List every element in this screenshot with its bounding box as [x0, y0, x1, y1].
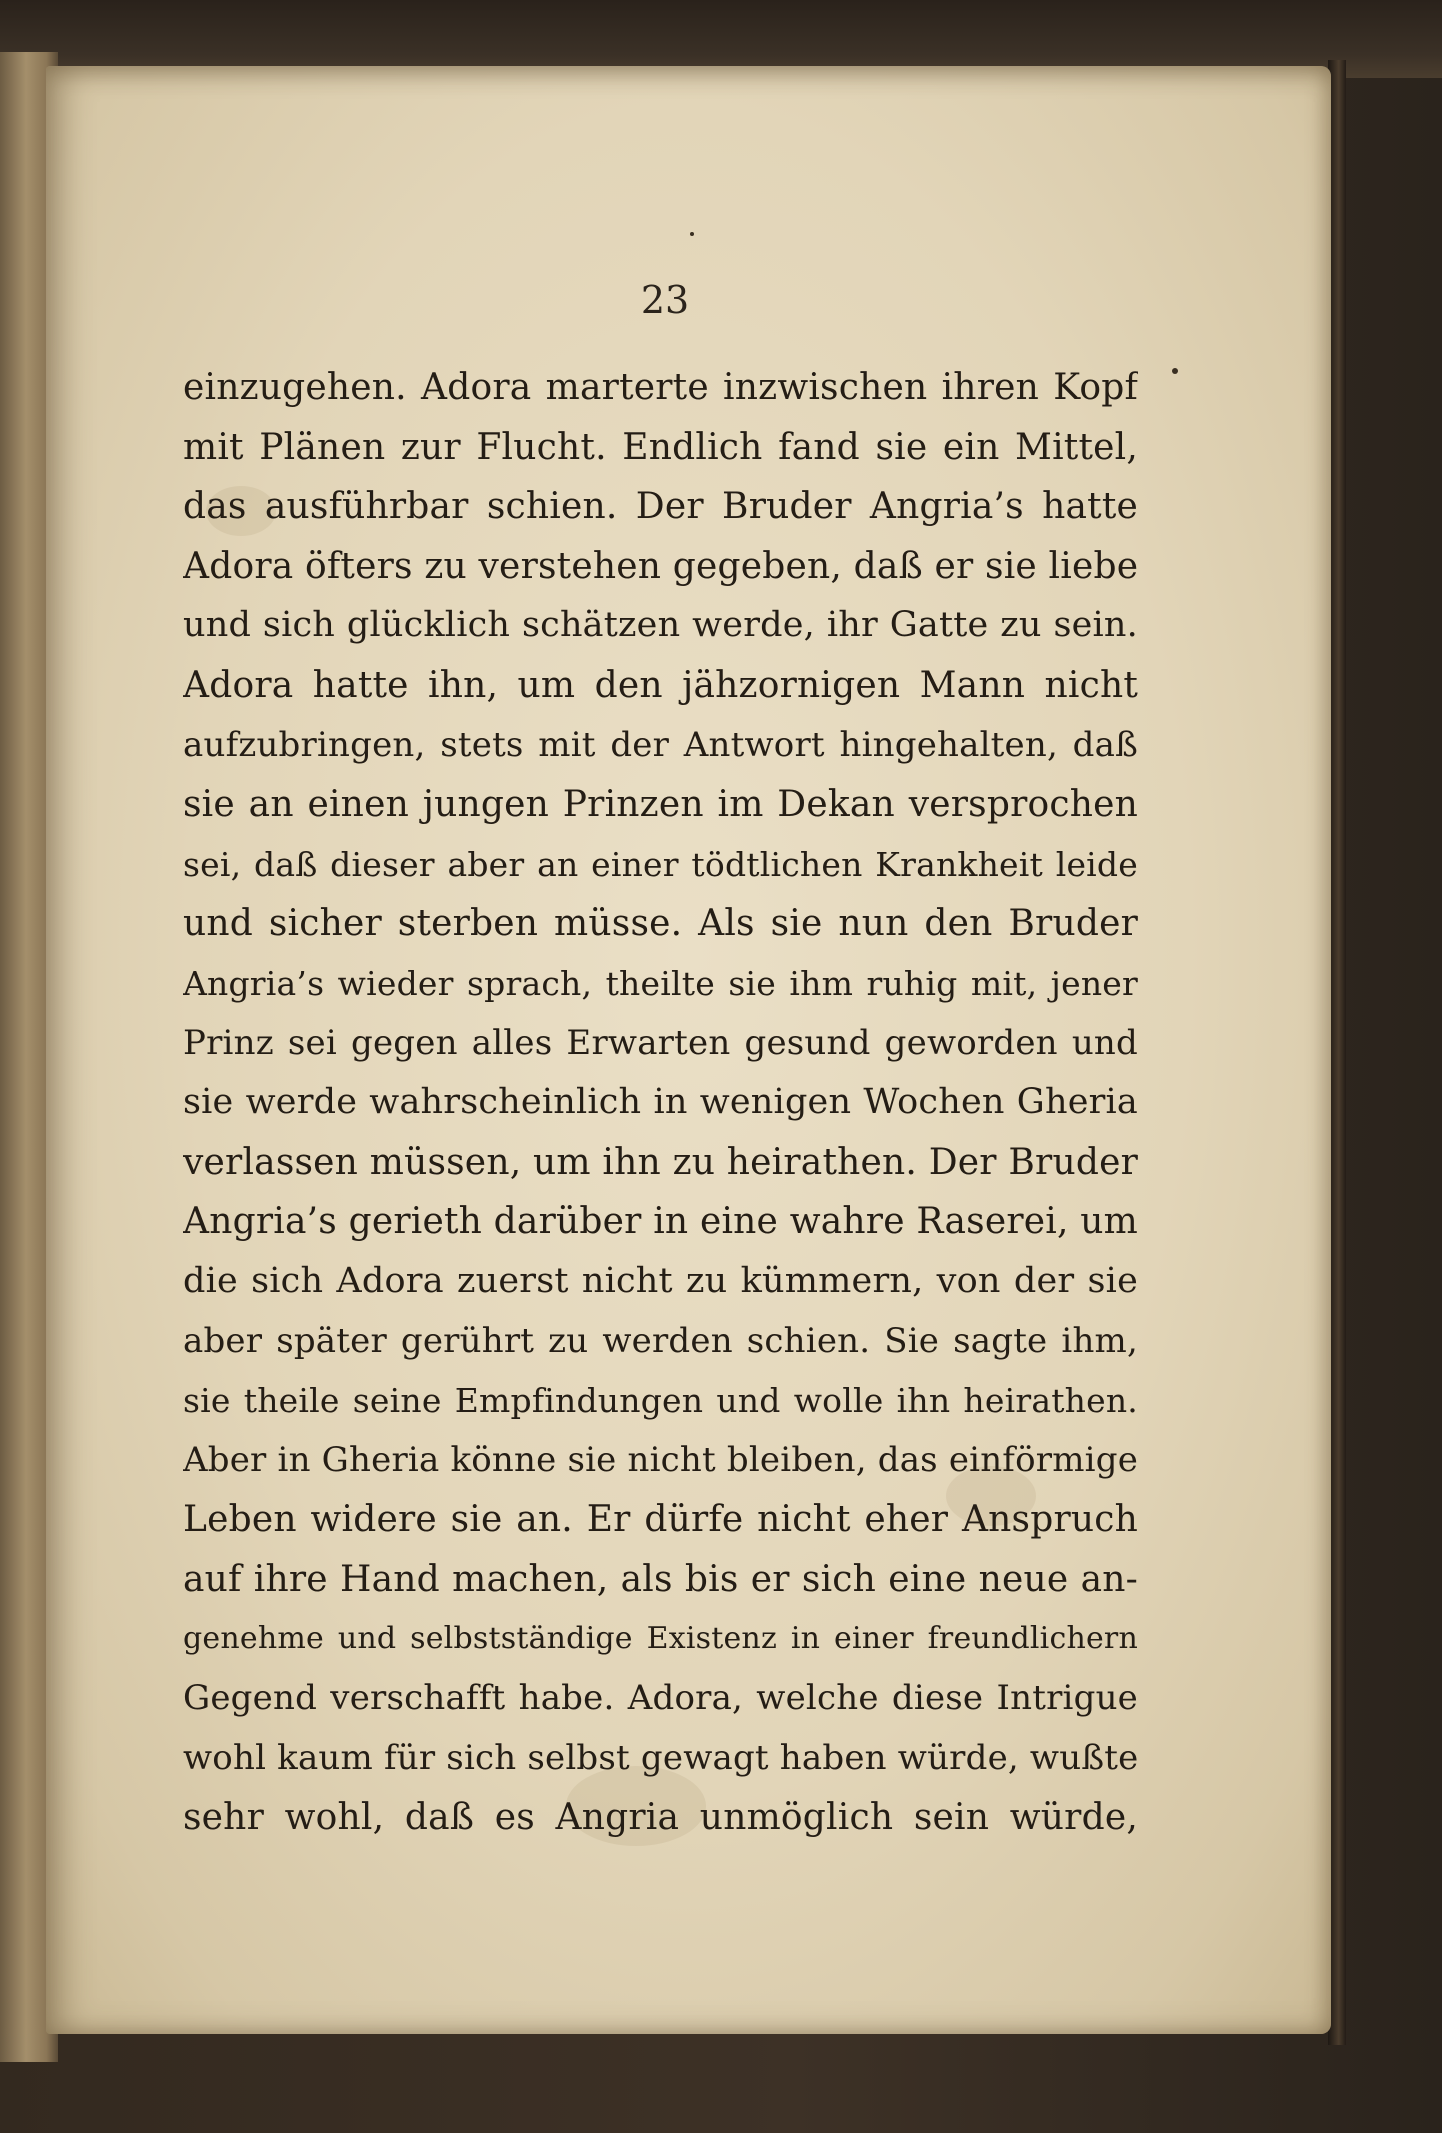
text-line: sehr wohl, daß es Angria unmöglich sein würde,	[183, 1797, 1138, 1839]
text-line: und sicher sterben müsse. Als sie nun den Bruder	[183, 903, 1138, 945]
text-line: auf ihre Hand machen, als bis er sich eine neue an-	[183, 1558, 1138, 1600]
text-line: wohl kaum für sich selbst gewagt haben würde, wußte	[183, 1737, 1138, 1778]
text-line: Angria’s gerieth darüber in eine wahre Raserei, um	[183, 1201, 1138, 1243]
text-line: Angria’s wieder sprach, theilte sie ihm ruhig mit, jener	[183, 963, 1138, 1003]
text-line: aber später gerührt zu werden schien. Sie sagte ihm,	[183, 1320, 1138, 1361]
text-line: genehme und selbstständige Existenz in einer freundlichern	[183, 1621, 1138, 1657]
page-number: 23	[640, 278, 690, 322]
text-line: sie an einen jungen Prinzen im Dekan versprochen	[183, 784, 1138, 826]
text-line: das ausführbar schien. Der Bruder Angria’s hatte	[183, 486, 1138, 528]
text-line: sei, daß dieser aber an einer tödtlichen Krankheit leide	[183, 844, 1138, 884]
text-line: aufzubringen, stets mit der Antwort hingehalten, daß	[183, 724, 1138, 765]
text-line: sie theile seine Empfindungen und wolle ihn heirathen.	[183, 1381, 1138, 1421]
text-line: einzugehen. Adora marterte inzwischen ihren Kopf	[183, 367, 1138, 408]
text-line: mit Plänen zur Flucht. Endlich fand sie ein Mittel,	[183, 426, 1138, 468]
text-line: und sich glücklich schätzen werde, ihr Gatte zu sein.	[183, 605, 1138, 646]
text-line: die sich Adora zuerst nicht zu kümmern, von der sie	[183, 1260, 1138, 1301]
text-line: Adora hatte ihn, um den jähzornigen Mann nicht	[183, 664, 1138, 706]
text-line: sie werde wahrscheinlich in wenigen Wochen Gheria	[183, 1082, 1138, 1123]
ink-speck	[690, 232, 694, 236]
ink-speck	[1172, 368, 1178, 374]
text-line: Gegend verschafft habe. Adora, welche diese Intrigue	[183, 1678, 1138, 1719]
text-line: Adora öfters zu verstehen gegeben, daß er sie liebe	[183, 545, 1138, 587]
body-text	[183, 358, 1138, 1848]
text-line: verlassen müssen, um ihn zu heirathen. Der Bruder	[183, 1141, 1138, 1183]
text-line: Leben widere sie an. Er dürfe nicht eher Anspruch	[183, 1499, 1138, 1541]
text-line: Prinz sei gegen alles Erwarten gesund geworden und	[183, 1022, 1138, 1063]
text-line: Aber in Gheria könne sie nicht bleiben, das einförmige	[183, 1439, 1138, 1480]
